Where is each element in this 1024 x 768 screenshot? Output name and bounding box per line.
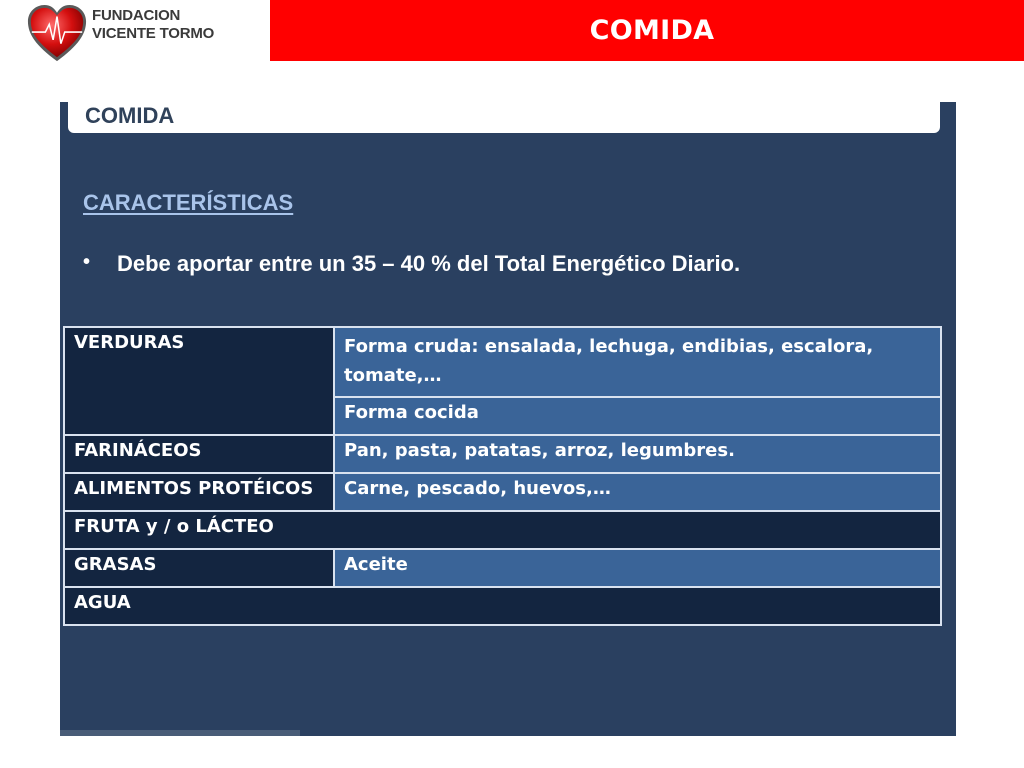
logo [0,0,270,62]
slide-header-title: COMIDA [85,103,175,128]
row-value: Pan, pasta, patatas, arroz, legumbres. [334,435,941,473]
logo-line-1: FUNDACION [92,7,181,24]
table-row [64,587,941,625]
row-label: FRUTA y / o LÁCTEO [64,511,941,549]
logo-text [92,7,267,43]
slide-footer-strip [60,730,300,736]
bullet-dot-icon: • [83,251,91,273]
page-title: COMIDA [589,15,715,46]
table-row [64,511,941,549]
row-value: Forma cocida [334,397,941,435]
bullet-text: Debe aportar entre un 35 – 40 % del Total Energético Diario. [117,251,741,276]
table-row [64,435,941,473]
row-value: Aceite [334,549,941,587]
logo-line-2: VICENTE TORMO [92,25,215,42]
slide-header [68,102,940,133]
row-label: AGUA [64,587,941,625]
row-value: Carne, pescado, huevos,… [334,473,941,511]
row-label: FARINÁCEOS [64,435,334,473]
row-value: Forma cruda: ensalada, lechuga, endibias, escalora, tomate,… [334,327,941,397]
title-bar [270,0,1024,61]
table-row [64,473,941,511]
section-subtitle: CARACTERÍSTICAS [83,190,294,215]
table-row [64,549,941,587]
row-label: VERDURAS [64,327,334,435]
heart-ecg-icon [26,3,88,65]
table-row [64,327,941,397]
food-table [63,326,942,626]
row-label: ALIMENTOS PROTÉICOS [64,473,334,511]
slide-panel [60,102,956,736]
row-label: GRASAS [64,549,334,587]
